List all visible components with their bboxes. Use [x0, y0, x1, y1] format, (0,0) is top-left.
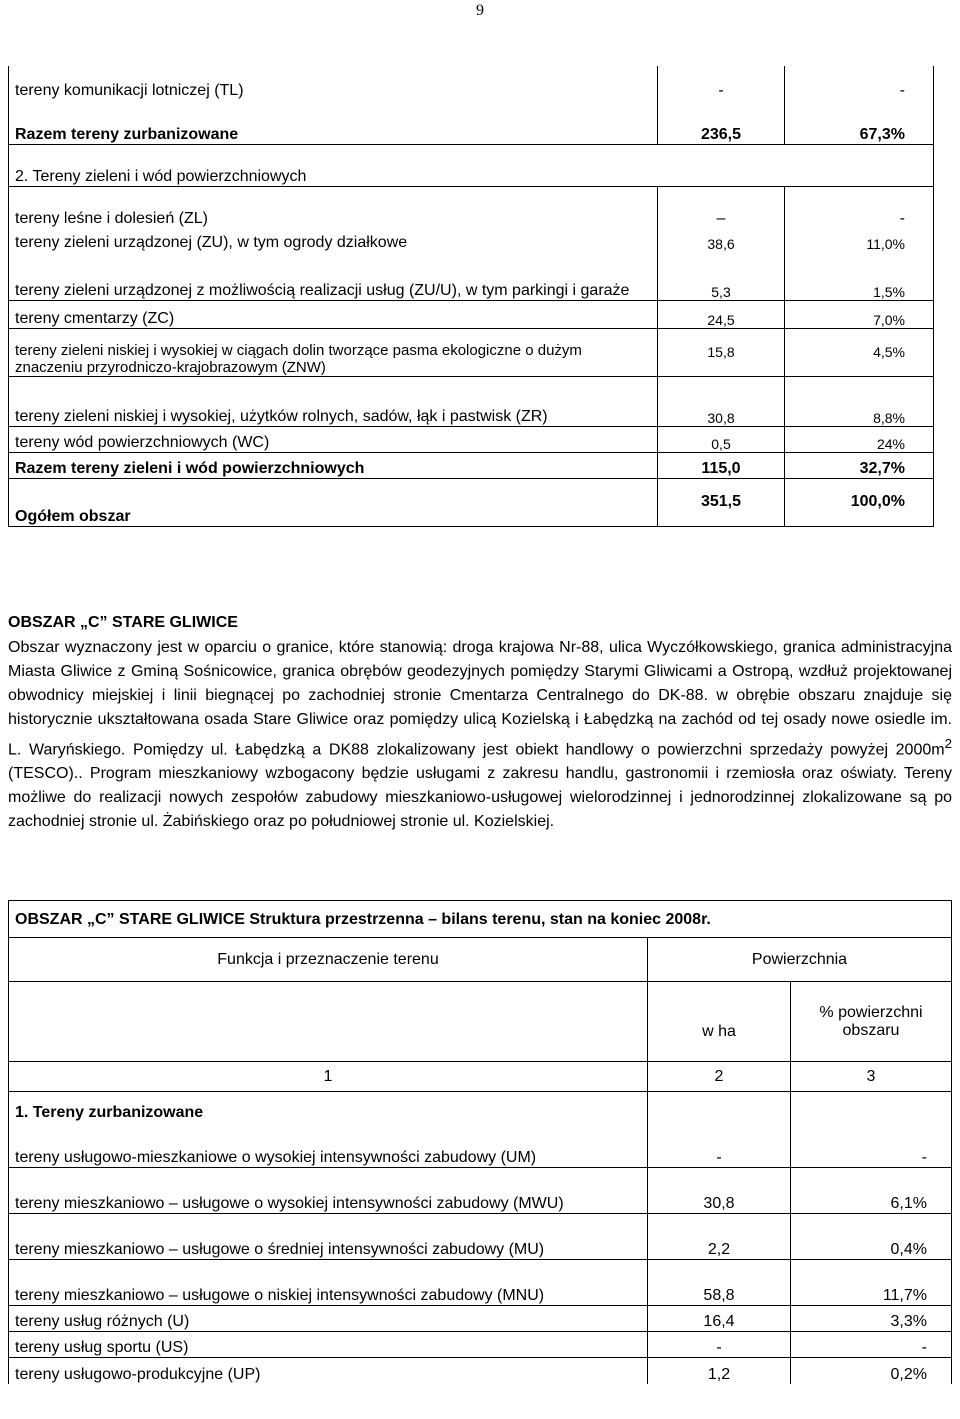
header-pct: % powierzchni obszaru [791, 982, 952, 1062]
row-label: tereny usługowo-produkcyjne (UP) [9, 1358, 648, 1384]
table-row [9, 1214, 952, 1260]
row-ha: 236,5 [658, 100, 785, 144]
header-row [9, 938, 952, 982]
row-pct: 67,3% [785, 100, 934, 144]
row-pct: 4,5% [785, 328, 934, 376]
row-ha: 0,5 [658, 426, 785, 452]
row-pct: 32,7% [785, 452, 934, 478]
row-ha: 38,6 [658, 228, 785, 252]
row-pct: 1,5% [785, 252, 934, 300]
row-label: tereny komunikacji lotniczej (TL) [9, 66, 658, 100]
row-label: tereny cmentarzy (ZC) [9, 300, 658, 328]
row-ha: 24,5 [658, 300, 785, 328]
table-row [9, 1332, 952, 1358]
row-ha: 2,2 [648, 1214, 791, 1260]
row-pct: 11,0% [785, 228, 934, 252]
row-ha: – [658, 186, 785, 228]
table-row [9, 1260, 952, 1306]
table-row [9, 376, 934, 426]
row-label: Razem tereny zieleni i wód powierzchniowych [9, 452, 658, 478]
area-balance-table-c [8, 900, 952, 1384]
area-description [8, 614, 952, 834]
row-label: tereny zieleni niskiej i wysokiej w ciągach dolin tworzące pasma ekologiczne o dużym znaczeniu przyrodniczo-krajobrazowym (ZNW) [9, 328, 658, 376]
col-number: 3 [791, 1062, 952, 1092]
row-label: tereny leśne i dolesień (ZL) [9, 186, 658, 228]
row-pct: 6,1% [791, 1168, 952, 1214]
row-label: tereny mieszkaniowo – usługowe o wysokiej intensywności zabudowy (MWU) [9, 1168, 648, 1214]
row-ha: 1,2 [648, 1358, 791, 1384]
row-ha: 15,8 [658, 328, 785, 376]
table-row [9, 228, 934, 252]
table-row [9, 100, 934, 144]
header-function: Funkcja i przeznaczenie terenu [9, 938, 648, 982]
row-pct: 24% [785, 426, 934, 452]
column-number-row [9, 1062, 952, 1092]
row-label: 1. Tereny zurbanizowane [9, 1092, 648, 1122]
table-row [9, 452, 934, 478]
table-row [9, 1168, 952, 1214]
row-label: tereny zieleni niskiej i wysokiej, użytków rolnych, sadów, łąk i pastwisk (ZR) [9, 376, 658, 426]
row-ha: 351,5 [658, 478, 785, 526]
row-label: tereny usług sportu (US) [9, 1332, 648, 1358]
row-ha: 58,8 [648, 1260, 791, 1306]
row-label: tereny mieszkaniowo – usługowe o niskiej intensywności zabudowy (MNU) [9, 1260, 648, 1306]
row-ha: - [648, 1122, 791, 1168]
row-ha: 5,3 [658, 252, 785, 300]
table-row [9, 1358, 952, 1384]
row-ha: 30,8 [658, 376, 785, 426]
page-number: 9 [476, 2, 484, 19]
area-balance-table-continued [8, 66, 934, 527]
header-area: Powierzchnia [648, 938, 952, 982]
row-label: Ogółem obszar [9, 478, 658, 526]
row-label: tereny zieleni urządzonej (ZU), w tym ogrody działkowe [9, 228, 658, 252]
header-ha: w ha [648, 982, 791, 1062]
superscript: 2 [944, 736, 952, 751]
row-ha: - [658, 66, 785, 100]
row-pct: 0,4% [791, 1214, 952, 1260]
row-label: tereny wód powierzchniowych (WC) [9, 426, 658, 452]
section-row [9, 144, 934, 186]
section-heading: OBSZAR „C” STARE GLIWICE [8, 614, 238, 631]
table-row [9, 186, 934, 228]
row-pct: - [791, 1332, 952, 1358]
section-paragraph [8, 636, 952, 834]
table-row [9, 252, 934, 300]
section-row [9, 1092, 952, 1122]
row-label: Razem tereny zurbanizowane [9, 100, 658, 144]
table-row [9, 328, 934, 376]
row-ha: 16,4 [648, 1306, 791, 1332]
table-title: OBSZAR „C” STARE GLIWICE Struktura przestrzenna – bilans terenu, stan na koniec 2008r. [9, 901, 952, 938]
row-pct: - [791, 1122, 952, 1168]
row-ha: - [648, 1332, 791, 1358]
row-pct: 3,3% [791, 1306, 952, 1332]
table-row [9, 426, 934, 452]
row-ha: 30,8 [648, 1168, 791, 1214]
table-row [9, 478, 934, 526]
row-ha: 115,0 [658, 452, 785, 478]
paragraph-text: Obszar wyznaczony jest w oparciu o granice, które stanowią: droga krajowa Nr-88, ulica Wyczółkowskiego, granica administracyjna Miasta Gliwice z Gminą Sośnicowice, granica obrębów geodezyjnych pomiędzy Starymi Gliwicami a Ostropą, wzdłuż projektowanej obwodnicy miejskiej i linii biegnącej po zachodniej stronie Cmentarza Centralnego do DK-88. w obrębie obszaru znajduje się historycznie ukształtowana osada Stare Gliwice oraz pomiędzy ulicą Kozielską i Łabędzką na zachód od tej osady nowe osiedle im. L. Waryńskiego. Pomiędzy ul. Łabędzką a DK88 zlokalizowany jest obiekt handlowy o powierzchni sprzedaży powyżej 2000m [8, 639, 952, 759]
col-number: 2 [648, 1062, 791, 1092]
row-pct: - [785, 186, 934, 228]
row-label: tereny usług różnych (U) [9, 1306, 648, 1332]
table-row [9, 1122, 952, 1168]
row-label: tereny usługowo-mieszkaniowe o wysokiej intensywności zabudowy (UM) [9, 1122, 648, 1168]
table-row [9, 1306, 952, 1332]
row-pct: 7,0% [785, 300, 934, 328]
row-label: tereny zieleni urządzonej z możliwością realizacji usług (ZU/U), w tym parkingi i garaże [9, 252, 658, 300]
header-row [9, 982, 952, 1062]
paragraph-text-end: (TESCO).. Program mieszkaniowy wzbogacony będzie usługami z zakresu handlu, gastronomii i rzemiosła oraz oświaty. Tereny możliwe do realizacji nowych zespołów zabudowy mieszkaniowo-usługowej wielorodzinnej i jednorodzinnej zlokalizowane są po zachodniej stronie ul. Żabińskiego oraz po południowej stronie ul. Kozielskiej. [8, 765, 952, 831]
table-title-row [9, 901, 952, 938]
col-number: 1 [9, 1062, 648, 1092]
row-pct: 8,8% [785, 376, 934, 426]
table-row [9, 66, 934, 100]
section-heading: 2. Tereny zieleni i wód powierzchniowych [9, 144, 934, 186]
row-pct: 11,7% [791, 1260, 952, 1306]
row-pct: - [785, 66, 934, 100]
table-row [9, 300, 934, 328]
row-pct: 100,0% [785, 478, 934, 526]
row-pct: 0,2% [791, 1358, 952, 1384]
row-label: tereny mieszkaniowo – usługowe o średniej intensywności zabudowy (MU) [9, 1214, 648, 1260]
